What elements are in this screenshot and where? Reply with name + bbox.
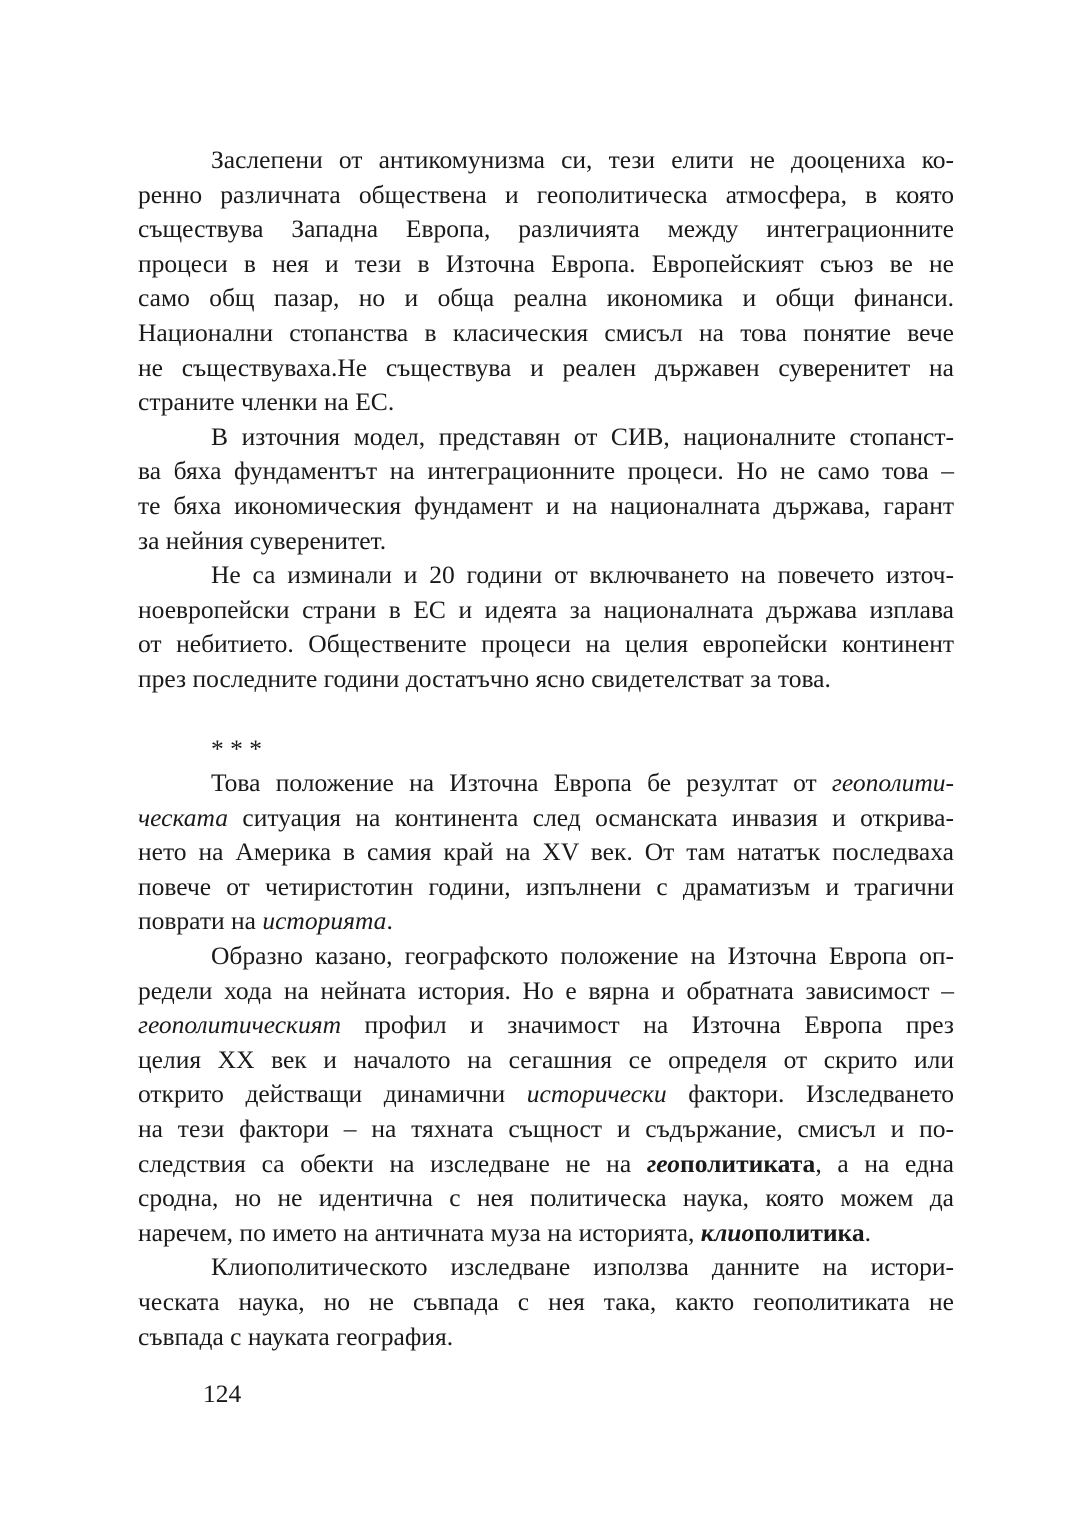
text-line xyxy=(138,593,954,628)
text-run: следствия са обекти на изследване не на xyxy=(138,1148,647,1178)
text-run: ренно различната обществена и геополитическа атмосфера, в която xyxy=(138,179,954,209)
text-run: . xyxy=(386,906,393,936)
text-run: ва бяха фундаментът на интеграционните процеси. Но не само това – xyxy=(138,456,954,486)
book-page-text xyxy=(138,143,954,1354)
text-line xyxy=(138,1285,954,1320)
text-run: от небитието. Обществените процеси на целия европейски континент xyxy=(138,629,954,659)
text-line xyxy=(138,939,954,974)
text-run: , а на една xyxy=(815,1148,954,1178)
text-line xyxy=(138,1112,954,1147)
text-run: за нейния суверенитет. xyxy=(138,525,387,555)
text-line xyxy=(138,1077,954,1112)
text-line xyxy=(138,801,954,836)
text-line xyxy=(138,524,954,559)
emphasis-italic: геополити- xyxy=(831,768,954,798)
text-line xyxy=(138,904,954,939)
text-run: открито действащи динамични xyxy=(138,1079,527,1109)
text-line xyxy=(138,178,954,213)
text-run: Клиополитическото изследване използва данните на истори- xyxy=(211,1252,954,1282)
emphasis-italic: ческата xyxy=(138,802,228,832)
text-run: нето на Америка в самия край на XV век. От там нататък последваха xyxy=(138,837,954,867)
emphasis-bold: политика xyxy=(754,1217,865,1247)
text-line xyxy=(138,385,954,420)
text-line xyxy=(138,489,954,524)
text-line xyxy=(138,351,954,386)
paragraph xyxy=(138,420,954,558)
text-run: редели хода на нейната история. Но е вярна и обратната зависимост – xyxy=(138,975,954,1005)
text-line xyxy=(138,1320,954,1355)
text-run: ческата наука, но не съвпада с нея така, както геополитиката не xyxy=(138,1287,954,1316)
text-run: съществува Западна Европа, различията между интеграционните xyxy=(138,214,954,244)
text-run: наречем, по името на античната муза на историята, xyxy=(138,1217,701,1247)
text-line xyxy=(138,558,954,593)
text-run: Национални стопанства в класическия смисъл на това понятие вече xyxy=(138,317,954,347)
text-run: . xyxy=(864,1217,871,1247)
emphasis-bold-italic: клио xyxy=(700,1217,755,1247)
text-run: профил и значимост на Източна Европа през xyxy=(341,1010,954,1040)
text-run: ситуация на континента след османската инвазия и открива- xyxy=(228,802,954,832)
text-line xyxy=(138,662,954,697)
text-run: повече от четиристотин години, изпълнени с драматизъм и трагични xyxy=(138,871,954,901)
text-run: Не са изминали и 20 години от включването на повечето източ- xyxy=(211,560,954,590)
text-line xyxy=(138,1216,954,1251)
text-run: В източния модел, представян от СИВ, националните стопанст- xyxy=(211,421,954,451)
emphasis-italic: исторически xyxy=(526,1079,667,1109)
text-line xyxy=(138,420,954,455)
text-run: ноевропейски страни в ЕС и идеята за националната държава изплава xyxy=(138,594,954,624)
text-run: те бяха икономическия фундамент и на националната държава, гарант xyxy=(138,490,954,520)
text-run: на тези фактори – на тяхната същност и съдържание, смисъл и по- xyxy=(138,1114,954,1144)
text-run: не съществуваха.Не съществува и реален държавен суверенитет на xyxy=(138,352,954,382)
text-line xyxy=(138,1147,954,1182)
text-run: страните членки на ЕС. xyxy=(138,387,395,417)
text-run: Заслепени от антикомунизма си, тези елити не дооцениха ко- xyxy=(211,145,954,174)
text-line xyxy=(138,1250,954,1285)
paragraph xyxy=(138,939,954,1250)
text-line xyxy=(138,766,954,801)
paragraph xyxy=(138,1250,954,1354)
text-line xyxy=(138,212,954,247)
text-run: Образно казано, географското положение на Източна Европа оп- xyxy=(211,941,954,971)
text-run: целия XX век и началото на сегашния се определя от скрито или xyxy=(138,1044,954,1074)
text-run: фактори. Изследването xyxy=(666,1079,954,1109)
text-line xyxy=(138,247,954,282)
section-separator: * * * xyxy=(211,733,262,763)
text-line xyxy=(138,1043,954,1078)
emphasis-italic: историята xyxy=(262,906,387,936)
paragraph xyxy=(138,766,954,939)
text-line xyxy=(138,454,954,489)
text-line xyxy=(138,974,954,1009)
emphasis-bold: политиката xyxy=(680,1148,816,1178)
text-line xyxy=(138,1008,954,1043)
text-line xyxy=(138,627,954,662)
paragraph xyxy=(138,143,954,420)
paragraph xyxy=(138,558,954,696)
text-run: съвпада с науката география. xyxy=(138,1321,454,1351)
text-line xyxy=(138,870,954,905)
text-run: само общ пазар, но и обща реална икономика и общи финанси. xyxy=(138,283,954,313)
text-run: поврати на xyxy=(138,906,263,936)
emphasis-italic: геополитическият xyxy=(138,1010,341,1040)
text-run: през последните години достатъчно ясно свидетелстват за това. xyxy=(138,663,831,693)
text-run: сродна, но не идентична с нея политическа наука, която можем да xyxy=(138,1183,954,1213)
emphasis-bold-italic: гео xyxy=(646,1148,680,1178)
text-run: Това положение на Източна Европа бе резултат от xyxy=(211,768,832,798)
page-number: 124 xyxy=(203,1379,242,1408)
text-line xyxy=(138,281,954,316)
text-line xyxy=(138,316,954,351)
text-line xyxy=(138,143,954,178)
text-line xyxy=(138,835,954,870)
text-run: процеси в нея и тези в Източна Европа. Европейският съюз ве не xyxy=(138,248,954,278)
text-line xyxy=(138,1181,954,1216)
